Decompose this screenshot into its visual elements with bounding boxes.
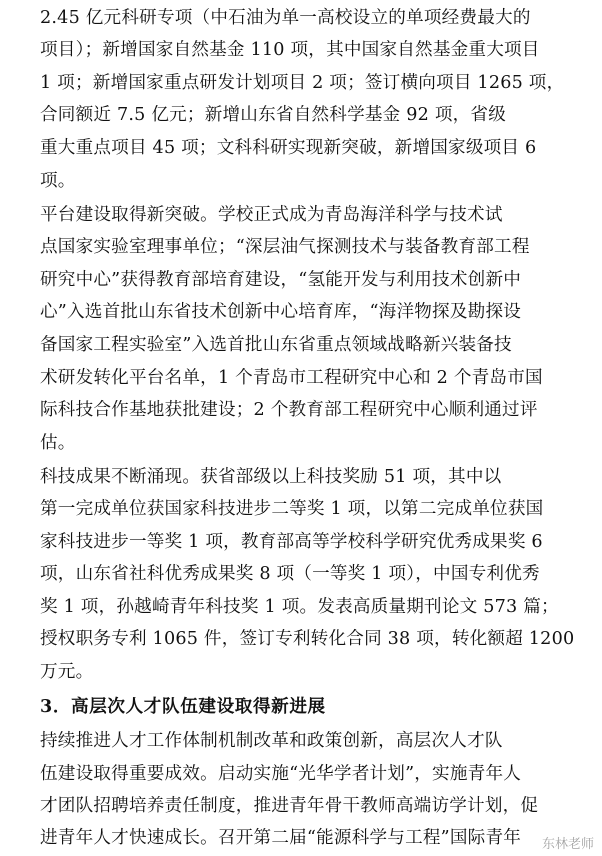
text-line: 际科技合作基地获批建设；2 个教育部工程研究中心顺利通过评 xyxy=(40,400,538,420)
text-line: 估。 xyxy=(40,433,76,453)
text-line: 重大重点项目 45 项；文科科研实现新突破，新增国家级项目 6 xyxy=(40,138,537,158)
text-line: 术研发转化平台名单，1 个青岛市工程研究中心和 2 个青岛市国 xyxy=(40,368,543,388)
text-line: 万元。 xyxy=(40,662,94,682)
text-line: 项，山东省社科优秀成果奖 8 项（一等奖 1 项），中国专利优秀 xyxy=(40,564,540,584)
text-line: 项目）；新增国家自然基金 110 项，其中国家自然基金重大项目 xyxy=(40,40,540,60)
text-line: 心”入选首批山东省技术创新中心培育库，“海洋物探及勘探设 xyxy=(40,302,522,322)
section-heading: 3．高层次人才队伍建设取得新进展 xyxy=(40,696,326,717)
text-line: 才团队招聘培养责任制度，推进青年骨干教师高端访学计划，促 xyxy=(40,796,539,816)
text-line: 进青年人才快速成长。召开第二届“能源科学与工程”国际青年 xyxy=(40,828,522,848)
text-line: 持续推进人才工作体制机制改革和政策创新，高层次人才队 xyxy=(40,731,503,751)
text-line: 家科技进步一等奖 1 项，教育部高等学校科学研究优秀成果奖 6 xyxy=(40,532,543,552)
text-line: 奖 1 项，孙越崎青年科技奖 1 项。发表高质量期刊论文 573 篇； xyxy=(40,597,559,617)
text-line: 伍建设取得重要成效。启动实施“光华学者计划”，实施青年人 xyxy=(40,764,522,784)
text-line: 备国家工程实验室”入选首批山东省重点领域战略新兴装备技 xyxy=(40,335,512,355)
text-line: 授权职务专利 1065 件，签订专利转化合同 38 项，转化额超 1200 xyxy=(40,629,575,649)
text-line: 项。 xyxy=(40,171,76,191)
text-line: 平台建设取得新突破。学校正式成为青岛海洋科学与技术试 xyxy=(40,205,503,225)
text-line: 点国家实验室理事单位；“深层油气探测技术与装备教育部工程 xyxy=(40,237,530,257)
watermark: 东林老师 xyxy=(541,837,594,852)
text-line: 2.45 亿元科研专项（中石油为单一高校设立的单项经费最大的 xyxy=(40,8,531,28)
text-line: 研究中心”获得教育部培育建设，“氢能开发与利用技术创新中 xyxy=(40,270,522,290)
text-line: 合同额近 7.5 亿元；新增山东省自然科学基金 92 项，省级 xyxy=(40,105,507,125)
text-line: 科技成果不断涌现。获省部级以上科技奖励 51 项，其中以 xyxy=(40,467,502,487)
text-line: 1 项；新增国家重点研发计划项目 2 项；签订横向项目 1265 项， xyxy=(40,73,565,93)
text-line: 第一完成单位获国家科技进步二等奖 1 项，以第二完成单位获国 xyxy=(40,499,544,519)
